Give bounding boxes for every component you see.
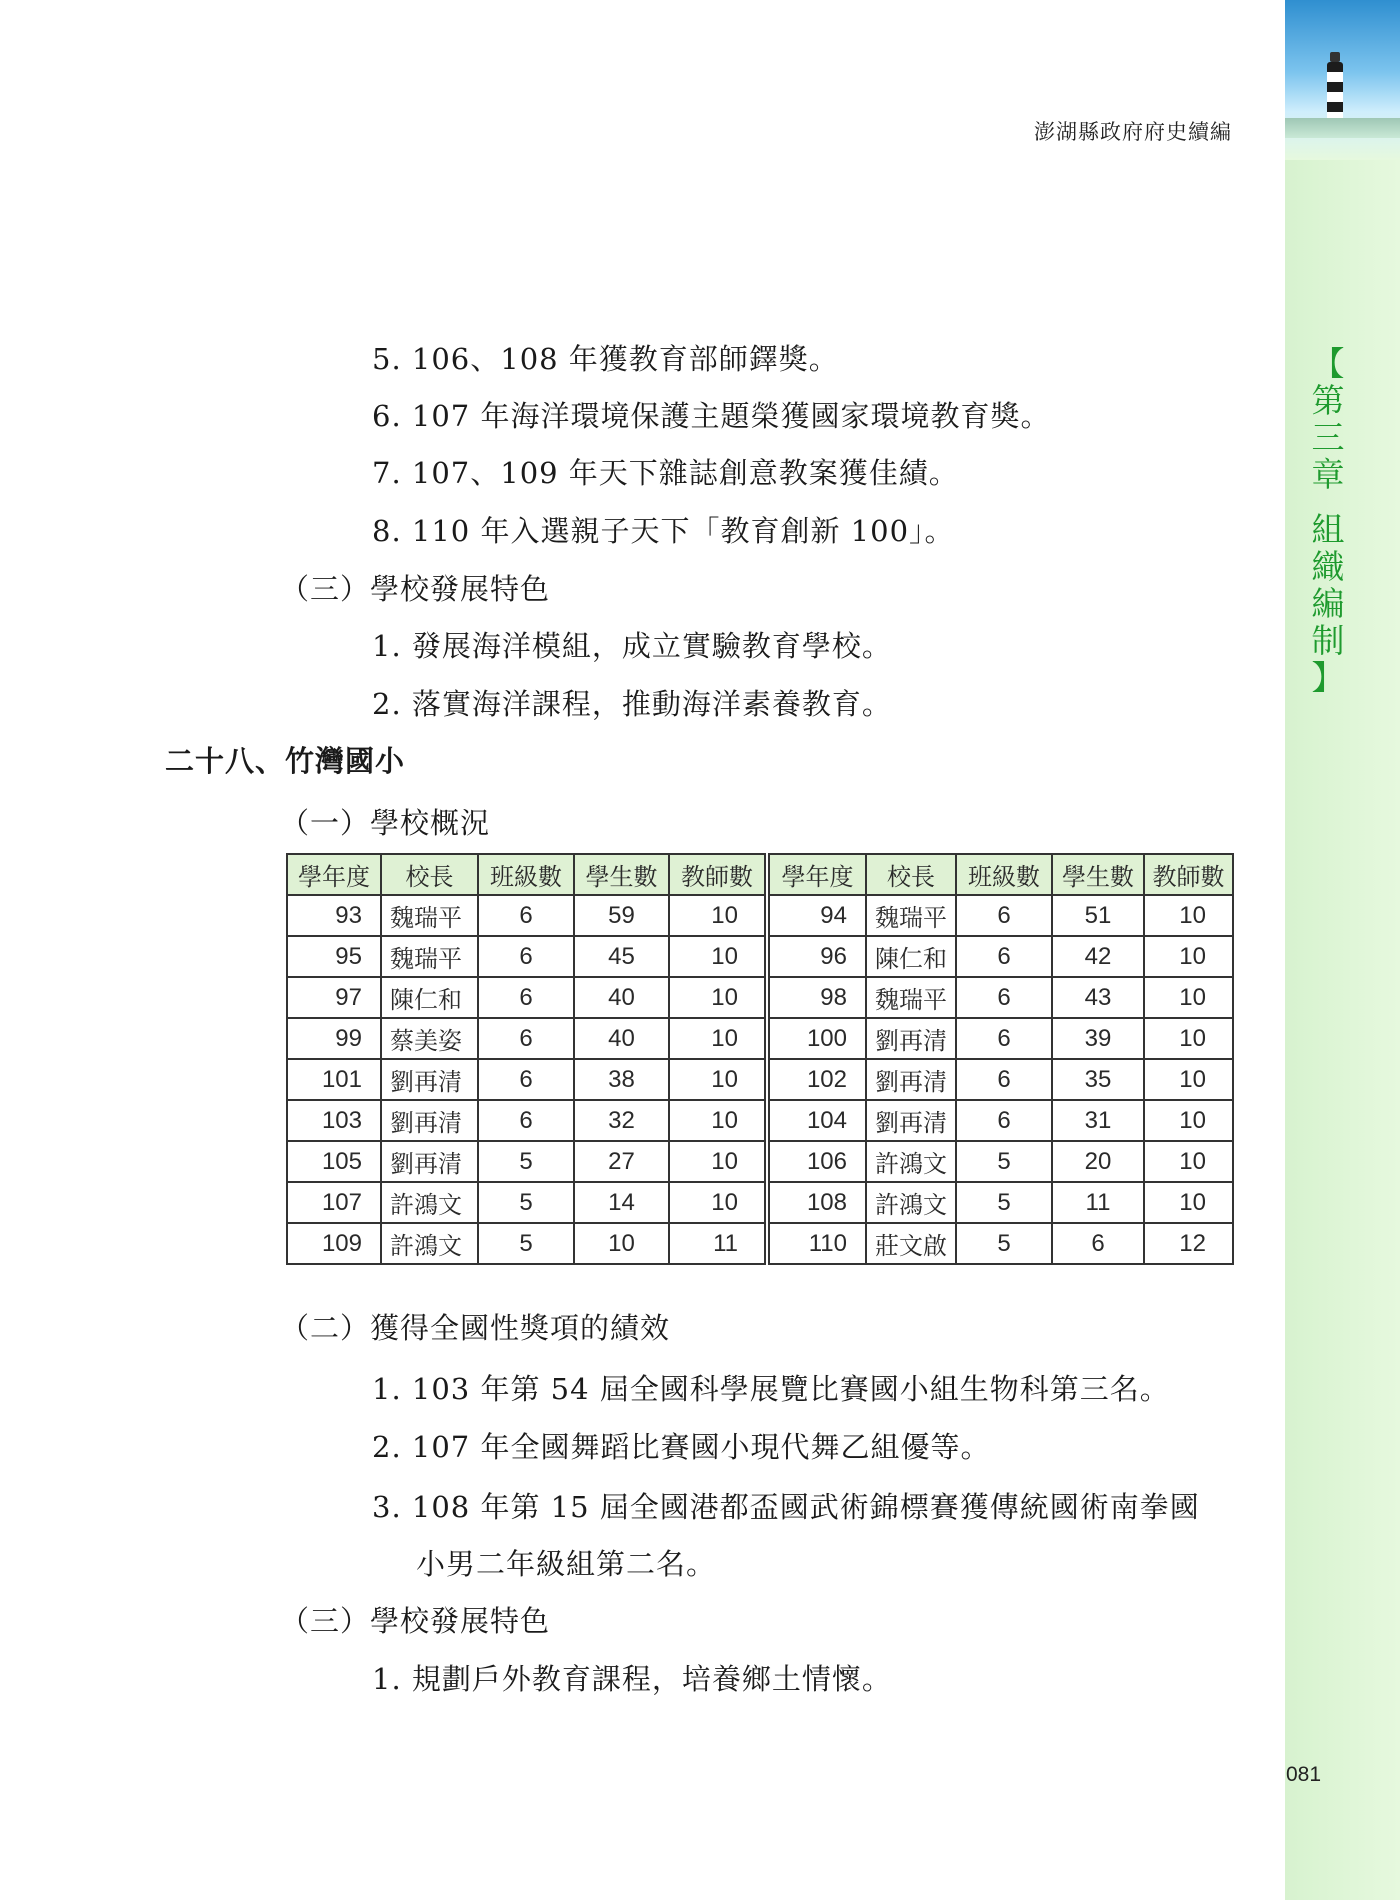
cell-students: 40 (574, 977, 669, 1018)
table-row (287, 936, 1233, 977)
header-students: 學生數 (574, 854, 669, 895)
cell-classes: 6 (956, 895, 1052, 936)
cell-teachers: 10 (1144, 1182, 1233, 1223)
award-item: 8. 110 年入選親子天下「教育創新 100」。 (372, 514, 955, 548)
table-header-row (287, 854, 1233, 895)
cell-year: 108 (767, 1182, 866, 1223)
cell-teachers: 10 (1144, 936, 1233, 977)
cell-classes: 5 (956, 1141, 1052, 1182)
cell-principal: 蔡美姿 (381, 1018, 478, 1059)
cell-students: 10 (574, 1223, 669, 1264)
award-item: 3. 108 年第 15 屆全國港都盃國武術錦標賽獲傳統國術南拳國 (372, 1490, 1200, 1524)
cell-students: 11 (1052, 1182, 1144, 1223)
cell-principal: 魏瑞平 (381, 936, 478, 977)
cell-teachers: 10 (669, 977, 767, 1018)
cell-classes: 6 (478, 977, 574, 1018)
school-heading: 二十八、竹灣國小 (165, 744, 406, 778)
cell-teachers: 10 (1144, 895, 1233, 936)
cell-principal: 劉再清 (866, 1018, 956, 1059)
cell-principal: 莊文啟 (866, 1223, 956, 1264)
cell-principal: 許鴻文 (866, 1141, 956, 1182)
cell-students: 45 (574, 936, 669, 977)
cell-year: 93 (287, 895, 381, 936)
cell-year: 110 (767, 1223, 866, 1264)
chapter-tab-char: 】 (1311, 658, 1345, 697)
chapter-tab-gap (1308, 493, 1348, 511)
table-row (287, 1059, 1233, 1100)
cell-students: 14 (574, 1182, 669, 1223)
cell-principal: 劉再清 (381, 1100, 478, 1141)
cell-teachers: 10 (669, 1059, 767, 1100)
table-row (287, 1141, 1233, 1182)
header-principal: 校長 (866, 854, 956, 895)
cell-principal: 劉再清 (381, 1059, 478, 1100)
cell-year: 98 (767, 977, 866, 1018)
award-item: 2. 107 年全國舞蹈比賽國小現代舞乙組優等。 (372, 1430, 991, 1464)
award-item: 5. 106、108 年獲教育部師鐸獎。 (372, 342, 839, 376)
chapter-tab-char: 組 (1311, 510, 1345, 549)
chapter-tab-char: 編 (1311, 584, 1345, 623)
cell-teachers: 11 (669, 1223, 767, 1264)
page-number: 081 (1286, 1763, 1322, 1786)
award-item: 7. 107、109 年天下雜誌創意教案獲佳績。 (372, 456, 959, 490)
cell-teachers: 10 (669, 1018, 767, 1059)
chapter-tab (1308, 345, 1348, 696)
cell-principal: 魏瑞平 (866, 977, 956, 1018)
table-row (287, 1018, 1233, 1059)
cell-classes: 6 (956, 936, 1052, 977)
cell-classes: 6 (478, 936, 574, 977)
header-classes: 班級數 (956, 854, 1052, 895)
cell-classes: 6 (956, 1100, 1052, 1141)
header-teachers: 教師數 (669, 854, 767, 895)
cell-classes: 6 (956, 1018, 1052, 1059)
cell-classes: 5 (956, 1223, 1052, 1264)
cell-students: 32 (574, 1100, 669, 1141)
cell-year: 95 (287, 936, 381, 977)
feature-item: 1. 發展海洋模組，成立實驗教育學校。 (372, 629, 892, 663)
cell-students: 51 (1052, 895, 1144, 936)
cell-year: 97 (287, 977, 381, 1018)
feature-item: 1. 規劃戶外教育課程，培養鄉土情懷。 (372, 1662, 892, 1696)
cell-students: 6 (1052, 1223, 1144, 1264)
cell-students: 59 (574, 895, 669, 936)
cell-students: 20 (1052, 1141, 1144, 1182)
cell-teachers: 10 (1144, 1059, 1233, 1100)
cell-students: 27 (574, 1141, 669, 1182)
school-overview-table (286, 853, 1234, 1265)
cell-teachers: 10 (1144, 1141, 1233, 1182)
cell-teachers: 10 (669, 895, 767, 936)
cell-year: 99 (287, 1018, 381, 1059)
cell-teachers: 10 (1144, 977, 1233, 1018)
cell-principal: 陳仁和 (381, 977, 478, 1018)
cell-teachers: 10 (669, 1182, 767, 1223)
cell-classes: 5 (956, 1182, 1052, 1223)
section-heading: （二）獲得全國性獎項的績效 (280, 1311, 671, 1345)
cell-year: 103 (287, 1100, 381, 1141)
table-row (287, 1100, 1233, 1141)
cell-classes: 6 (478, 1100, 574, 1141)
cell-students: 43 (1052, 977, 1144, 1018)
cell-principal: 劉再清 (866, 1059, 956, 1100)
cell-year: 94 (767, 895, 866, 936)
cell-classes: 6 (478, 1018, 574, 1059)
cell-principal: 許鴻文 (381, 1223, 478, 1264)
header-year: 學年度 (287, 854, 381, 895)
cell-principal: 陳仁和 (866, 936, 956, 977)
cell-classes: 6 (478, 1059, 574, 1100)
cell-principal: 魏瑞平 (381, 895, 478, 936)
cell-students: 31 (1052, 1100, 1144, 1141)
chapter-tab-char: 三 (1311, 418, 1345, 457)
award-item: 1. 103 年第 54 屆全國科學展覽比賽國小組生物科第三名。 (372, 1372, 1170, 1406)
section-heading: （一）學校概況 (280, 806, 491, 840)
cell-year: 102 (767, 1059, 866, 1100)
header-classes: 班級數 (478, 854, 574, 895)
chapter-tab-char: 【 (1311, 344, 1345, 383)
cell-teachers: 10 (669, 936, 767, 977)
cell-year: 107 (287, 1182, 381, 1223)
chapter-sidebar (1285, 0, 1400, 1900)
cell-principal: 劉再清 (381, 1141, 478, 1182)
table-row (287, 977, 1233, 1018)
award-item-continuation: 小男二年級組第二名。 (416, 1547, 717, 1581)
cell-year: 106 (767, 1141, 866, 1182)
cell-teachers: 10 (1144, 1018, 1233, 1059)
cell-teachers: 12 (1144, 1223, 1233, 1264)
cell-students: 39 (1052, 1018, 1144, 1059)
cell-year: 105 (287, 1141, 381, 1182)
section-heading: （三）學校發展特色 (280, 572, 551, 606)
cell-classes: 5 (478, 1182, 574, 1223)
cell-teachers: 10 (669, 1141, 767, 1182)
cell-teachers: 10 (669, 1100, 767, 1141)
header-principal: 校長 (381, 854, 478, 895)
cell-year: 109 (287, 1223, 381, 1264)
header-teachers: 教師數 (1144, 854, 1233, 895)
cell-classes: 6 (956, 1059, 1052, 1100)
chapter-tab-char: 織 (1311, 547, 1345, 586)
chapter-tab-char: 制 (1311, 621, 1345, 660)
cell-students: 35 (1052, 1059, 1144, 1100)
table-row (287, 1223, 1233, 1264)
cell-year: 104 (767, 1100, 866, 1141)
cell-year: 100 (767, 1018, 866, 1059)
lighthouse-icon (1327, 62, 1343, 124)
chapter-tab-char: 第 (1311, 381, 1345, 420)
cell-classes: 5 (478, 1141, 574, 1182)
cell-students: 38 (574, 1059, 669, 1100)
cell-principal: 許鴻文 (381, 1182, 478, 1223)
lighthouse-photo (1285, 0, 1400, 160)
cell-students: 42 (1052, 936, 1144, 977)
cell-principal: 魏瑞平 (866, 895, 956, 936)
chapter-tab-char: 章 (1311, 455, 1345, 494)
cell-principal: 劉再清 (866, 1100, 956, 1141)
cell-principal: 許鴻文 (866, 1182, 956, 1223)
table-row (287, 1182, 1233, 1223)
cell-classes: 6 (478, 895, 574, 936)
shoreline (1285, 118, 1400, 138)
header-year: 學年度 (767, 854, 866, 895)
cell-classes: 5 (478, 1223, 574, 1264)
cell-year: 96 (767, 936, 866, 977)
feature-item: 2. 落實海洋課程，推動海洋素養教育。 (372, 687, 892, 721)
running-header: 澎湖縣政府府史續編 (1034, 120, 1232, 144)
cell-teachers: 10 (1144, 1100, 1233, 1141)
cell-students: 40 (574, 1018, 669, 1059)
cell-year: 101 (287, 1059, 381, 1100)
header-students: 學生數 (1052, 854, 1144, 895)
table-row (287, 895, 1233, 936)
section-heading: （三）學校發展特色 (280, 1604, 551, 1638)
cell-classes: 6 (956, 977, 1052, 1018)
award-item: 6. 107 年海洋環境保護主題榮獲國家環境教育獎。 (372, 399, 1051, 433)
